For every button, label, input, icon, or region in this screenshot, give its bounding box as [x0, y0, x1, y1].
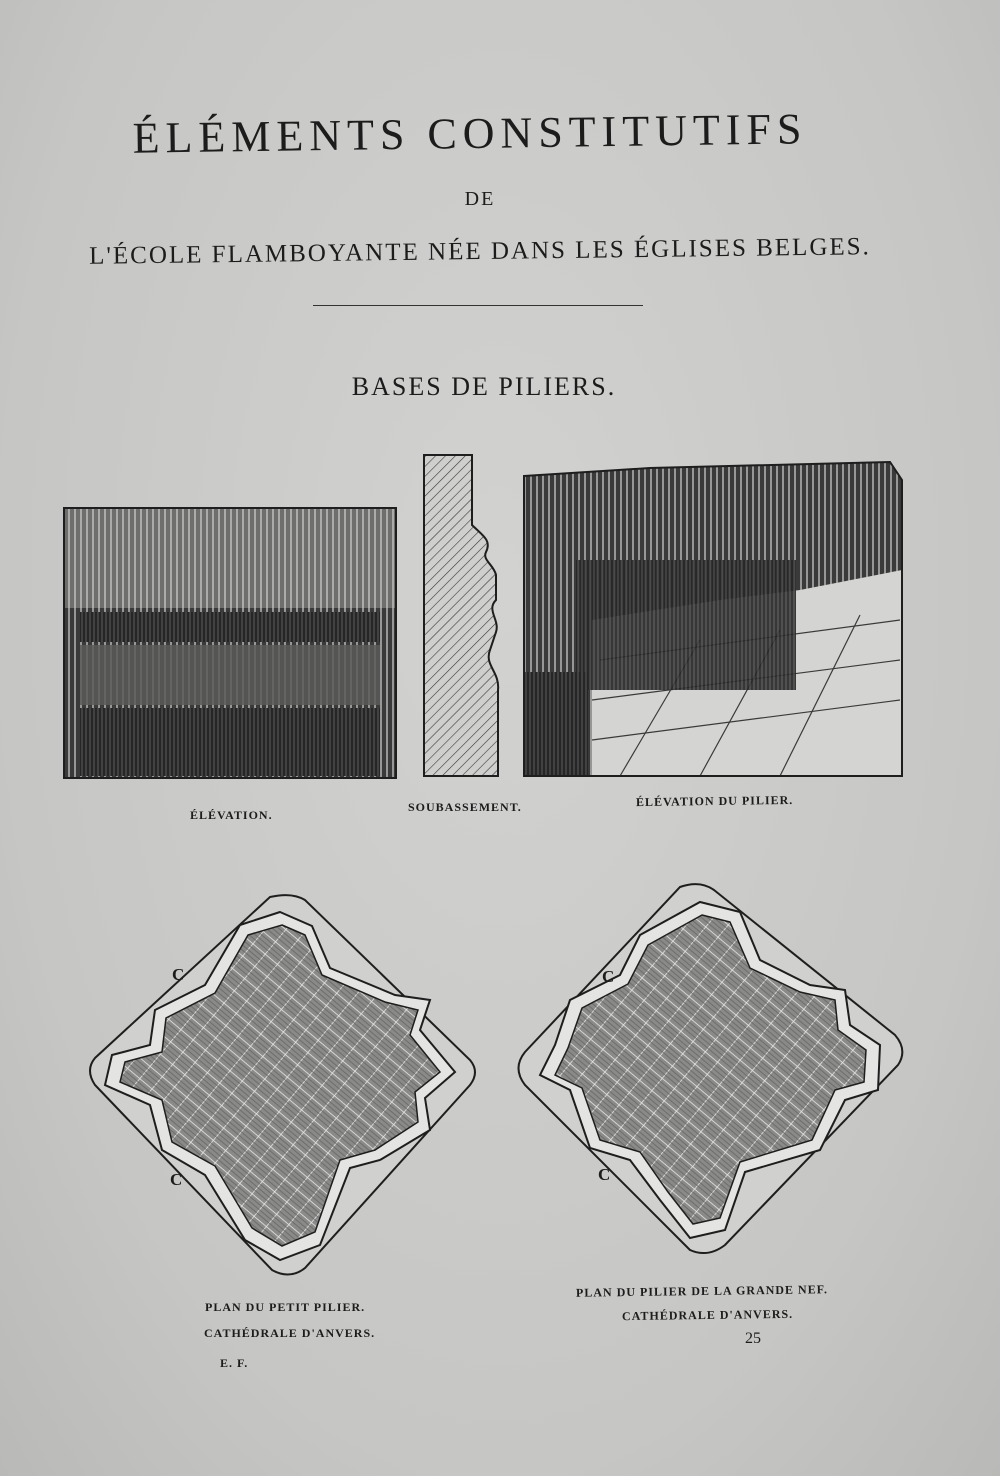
plan-pilier-grande-nef — [519, 884, 903, 1253]
plan-marker-c: C — [170, 1170, 183, 1189]
caption-plan-grande-nef: PLAN DU PILIER DE LA GRANDE NEF. — [575, 1282, 829, 1300]
plan-petit-pilier — [90, 895, 475, 1274]
page-subtitle: L'ÉCOLE FLAMBOYANTE NÉE DANS LES ÉGLISES BELGES. — [88, 233, 872, 270]
caption-cathedrale-2: CATHÉDRALE D'ANVERS. — [621, 1306, 794, 1324]
caption-plan-petit-pilier: PLAN DU PETIT PILIER. — [205, 1300, 366, 1314]
title-connector: DE — [464, 188, 496, 210]
page-title: ÉLÉMENTS CONSTITUTIFS — [132, 104, 808, 163]
caption-elevation: ÉLÉVATION. — [190, 808, 273, 822]
caption-cathedrale-1: CATHÉDRALE D'ANVERS. — [204, 1326, 376, 1340]
caption-soubassement: SOUBASSEMENT. — [408, 800, 522, 814]
section-title: BASES DE PILIERS. — [351, 372, 617, 401]
plan-marker-c: C — [602, 967, 615, 986]
engraver-initials: E. F. — [220, 1356, 249, 1370]
page-number: 25 — [745, 1330, 761, 1347]
plan-marker-c: C — [598, 1165, 611, 1184]
plan-marker-c: C — [172, 965, 185, 984]
soubassement-profile — [424, 455, 498, 776]
caption-elevation-pilier: ÉLÉVATION DU PILIER. — [635, 792, 794, 810]
elevation-engraving — [64, 508, 396, 778]
elevation-pilier-engraving — [524, 462, 902, 776]
